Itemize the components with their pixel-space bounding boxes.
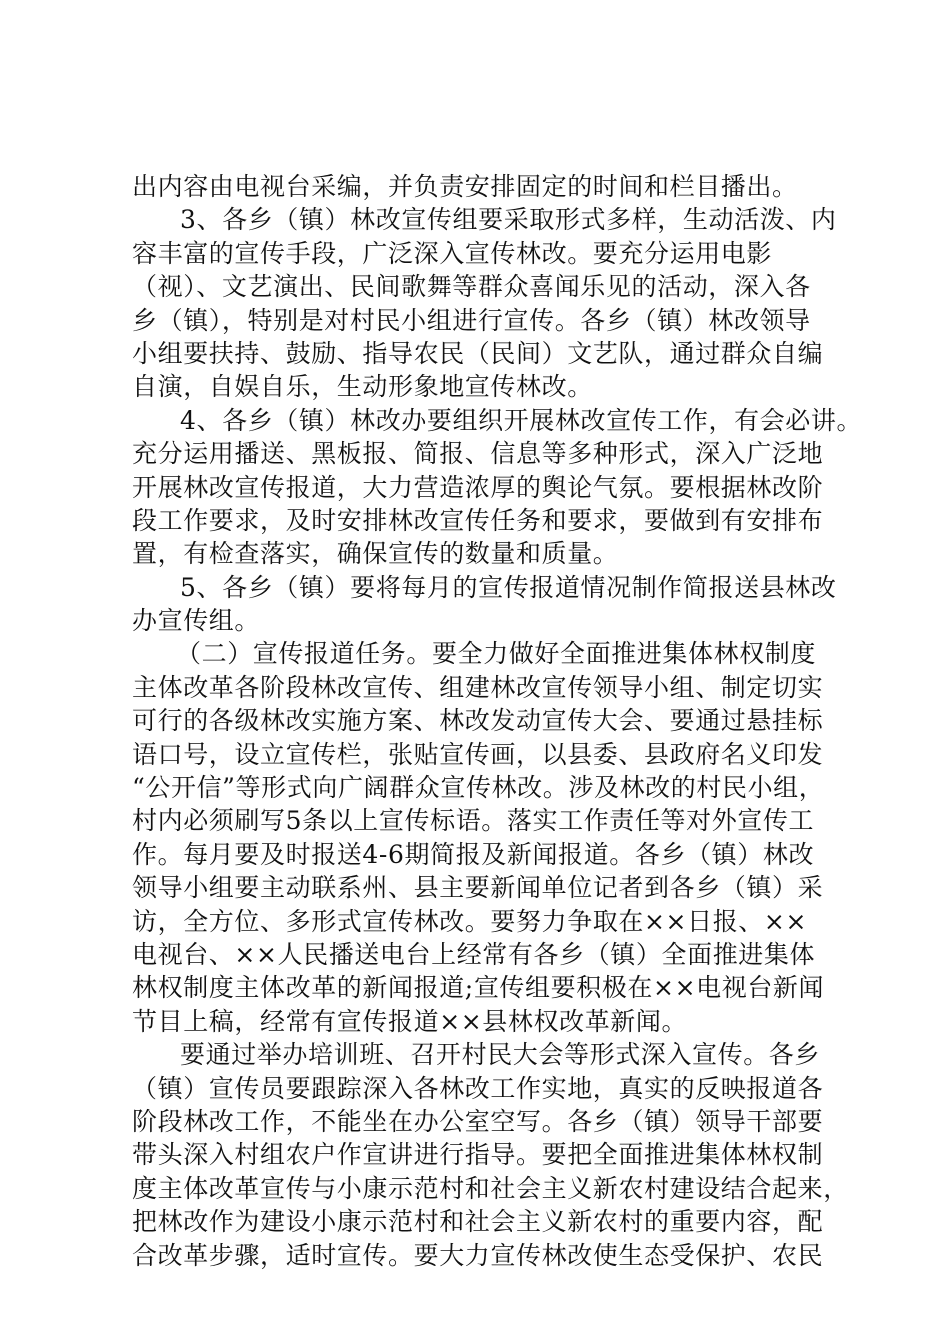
text-line: 把林改作为建设小康示范村和社会主义新农村的重要内容，配 [132, 1207, 824, 1237]
text-line: 4、各乡（镇）林改办要组织开展林改宣传工作，有会必讲。 [180, 405, 863, 435]
document-body [132, 170, 863, 1272]
text-line: 置，有检查落实，确保宣传的数量和质量。 [132, 539, 619, 569]
text-line: 5、各乡（镇）要将每月的宣传报道情况制作简报送县林改 [180, 572, 837, 602]
text-line: 出内容由电视台采编，并负责安排固定的时间和栏目播出。 [132, 172, 798, 201]
text-line: 访，全方位、多形式宣传林改。要努力争取在××日报、×× [132, 906, 807, 936]
text-line: 语口号，设立宣传栏，张贴宣传画，以县委、县政府名义印发 [132, 739, 824, 769]
text-line: 领导小组要主动联系州、县主要新闻单位记者到各乡（镇）采 [132, 873, 824, 903]
text-line: 带头深入村组农户作宣讲进行指导。要把全面推进集体林权制 [132, 1140, 824, 1170]
text-line: 林权制度主体改革的新闻报道;宣传组要积极在××电视台新闻 [132, 973, 825, 1003]
text-line: 阶段林改工作，不能坐在办公室空写。各乡（镇）领导干部要 [132, 1106, 824, 1136]
text-line: 乡（镇），特别是对村民小组进行宣传。各乡（镇）林改领导 [132, 305, 811, 335]
text-line: 容丰富的宣传手段，广泛深入宣传林改。要充分运用电影 [132, 238, 773, 268]
text-line: 要通过举办培训班、召开村民大会等形式深入宣传。各乡 [180, 1040, 821, 1070]
text-line: 段工作要求，及时安排林改宣传任务和要求，要做到有安排布 [132, 505, 824, 535]
text-line: 电视台、××人民播送电台上经常有各乡（镇）全面推进集体 [132, 939, 816, 969]
text-line: （视）、文艺演出、民间歌舞等群众喜闻乐见的活动，深入各 [132, 272, 811, 302]
text-line: 主体改革各阶段林改宣传、组建林改宣传领导小组、制定切实 [132, 672, 824, 702]
text-line: 度主体改革宣传与小康示范村和社会主义新农村建设结合起来， [132, 1173, 849, 1203]
text-line: 3、各乡（镇）林改宣传组要采取形式多样，生动活泼、内 [180, 205, 837, 235]
text-line: 合改革步骤，适时宣传。要大力宣传林改使生态受保护、农民 [132, 1240, 824, 1270]
text-line: “公开信”等形式向广阔群众宣传林改。涉及林改的村民小组， [132, 773, 825, 803]
text-line: 办宣传组。 [132, 606, 261, 636]
text-line: 节目上稿，经常有宣传报道××县林权改革新闻。 [132, 1006, 688, 1036]
text-line: 可行的各级林改实施方案、林改发动宣传大会、要通过悬挂标 [132, 706, 824, 736]
text-line: 充分运用播送、黑板报、简报、信息等多种形式，深入广泛地 [132, 439, 824, 469]
text-line: 开展林改宣传报道，大力营造浓厚的舆论气氛。要根据林改阶 [132, 472, 824, 502]
text-line: 自演，自娱自乐，生动形象地宣传林改。 [132, 372, 593, 402]
text-line: （二）宣传报道任务。要全力做好全面推进集体林权制度 [176, 639, 817, 669]
text-line: 作。每月要及时报送4-6期简报及新闻报道。各乡（镇）林改 [132, 839, 815, 869]
text-line: 村内必须刷写5条以上宣传标语。落实工作责任等对外宣传工 [132, 806, 815, 836]
text-line: （镇）宣传员要跟踪深入各林改工作实地，真实的反映报道各 [132, 1073, 824, 1103]
text-line: 小组要扶持、鼓励、指导农民（民间）文艺队，通过群众自编 [132, 338, 824, 368]
